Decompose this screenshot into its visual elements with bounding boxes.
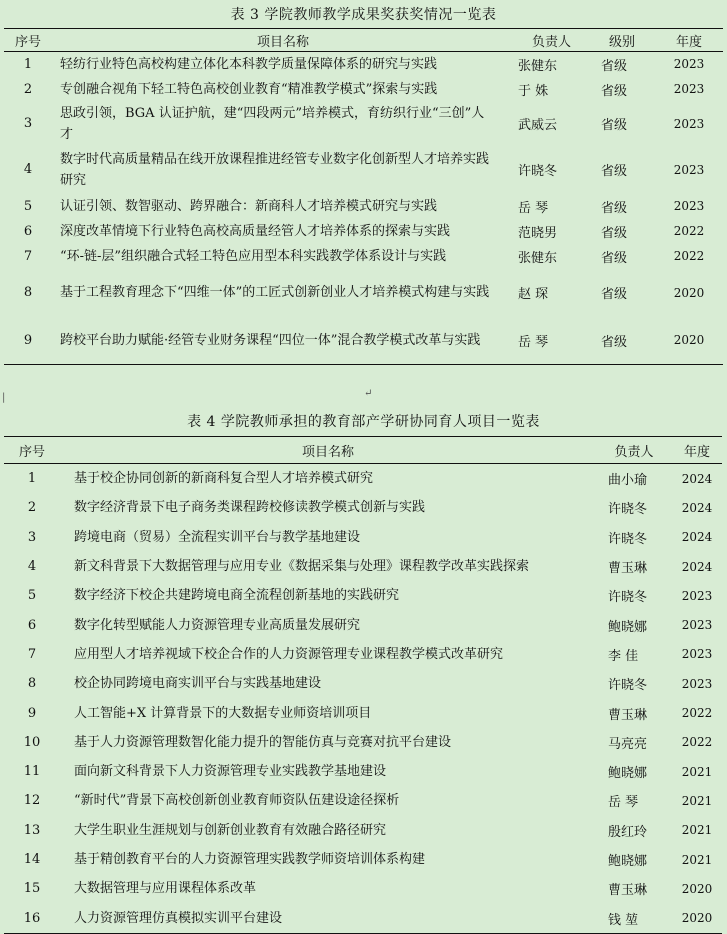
row-name: “新时代”背景下高校创新创业教育师资队伍建设途径探析 — [74, 793, 400, 809]
table4-caption: 表 4 学院教师承担的教育部产学研协同育人项目一览表 — [187, 414, 540, 430]
row-year: 2023 — [681, 676, 713, 691]
row-year: 2022 — [681, 706, 713, 721]
row-year: 2021 — [681, 823, 713, 838]
table-row — [4, 874, 722, 903]
table-row — [4, 269, 723, 317]
table-row — [4, 493, 722, 522]
row-level: 省级 — [601, 200, 628, 216]
row-no: 8 — [23, 285, 33, 300]
row-no: 1 — [23, 56, 33, 72]
paragraph-mark: ↵ — [364, 388, 373, 399]
table-row — [4, 728, 722, 757]
row-name: 人工智能+X 计算背景下的大数据专业师资培训项目 — [74, 705, 372, 721]
row-no: 5 — [23, 198, 33, 214]
row-no: 9 — [4, 317, 52, 365]
row-year: 2023 — [673, 199, 705, 213]
row-lead: 范晓男 — [518, 225, 558, 241]
row-lead: 钱 堃 — [596, 903, 672, 933]
row-name: 轻纺行业特色高校构建立体化本科教学质量保障体系的研究与实践 — [60, 56, 438, 72]
table-row — [4, 523, 722, 552]
paragraph-mark: | — [2, 392, 6, 403]
row-name: 人力资源管理仿真模拟实训平台建设 — [60, 903, 596, 933]
row-name: 基于校企协同创新的新商科复合型人才培养模式研究 — [74, 471, 374, 487]
row-year: 2023 — [673, 162, 705, 177]
table-row — [4, 52, 723, 77]
row-no: 9 — [27, 705, 37, 721]
table-row — [4, 77, 723, 102]
row-level: 省级 — [601, 118, 628, 133]
row-no: 8 — [27, 676, 37, 692]
award-table-section — [0, 4, 727, 365]
row-no: 7 — [27, 646, 37, 662]
row-no: 2 — [27, 500, 37, 516]
row-no: 11 — [23, 764, 41, 780]
row-level: 省级 — [601, 250, 628, 266]
row-lead: 许晓冬 — [608, 590, 648, 606]
row-year: 2020 — [673, 285, 705, 300]
row-level: 省级 — [601, 164, 628, 179]
row-lead: 李 佳 — [608, 648, 639, 664]
table-row — [4, 317, 723, 365]
row-no: 12 — [23, 793, 41, 809]
row-no: 2 — [23, 81, 33, 97]
row-name: 数字时代高质量精品在线开放课程推进经管专业数字化创新型人才培养实践研究 — [60, 151, 490, 188]
row-lead: 岳 琴 — [514, 317, 589, 365]
row-no: 4 — [27, 559, 37, 575]
header-lead: 负责人 — [596, 437, 672, 464]
row-level: 省级 — [589, 317, 655, 365]
row-lead: 鲍晓娜 — [608, 766, 648, 782]
table-row — [4, 219, 723, 244]
table-row — [4, 816, 722, 845]
row-name: 基于工程教育理念下“四维一体”的工匠式创新创业人才培养模式构建与实践 — [60, 285, 490, 300]
row-year: 2021 — [681, 852, 713, 867]
row-no: 16 — [4, 903, 60, 933]
row-lead: 许晓冬 — [608, 678, 648, 694]
table-row — [4, 786, 722, 815]
row-name: 大学生职业生涯规划与创新创业教育有效融合路径研究 — [74, 822, 387, 838]
row-year: 2024 — [681, 559, 713, 574]
row-year: 2022 — [673, 224, 705, 238]
row-no: 10 — [23, 734, 41, 750]
row-name: 思政引领，BGA 认证护航，建“四段两元”培养模式，育纺织行业“三创”人才 — [60, 105, 485, 142]
row-year: 2022 — [681, 735, 713, 750]
row-year: 2020 — [681, 881, 713, 896]
row-name: 数字化转型赋能人力资源管理专业高质量发展研究 — [74, 617, 361, 633]
row-name: 跨校平台助力赋能·经管专业财务课程“四位一体”混合教学模式改革与实践 — [52, 317, 514, 365]
row-no: 3 — [23, 116, 33, 131]
row-no: 3 — [27, 529, 37, 545]
header-level: 级别 — [589, 29, 655, 52]
row-year: 2023 — [673, 57, 705, 72]
row-lead: 于 姝 — [518, 83, 549, 99]
table-row — [4, 581, 722, 610]
row-name: 大数据管理与应用课程体系改革 — [74, 881, 257, 897]
row-no: 1 — [27, 471, 37, 487]
row-level: 省级 — [601, 83, 628, 99]
row-name: 基于精创教育平台的人力资源管理实践教学师资培训体系构建 — [74, 852, 426, 867]
row-year: 2021 — [681, 764, 713, 779]
row-year: 2024 — [681, 471, 713, 486]
row-lead: 许晓冬 — [608, 531, 648, 547]
row-name: 应用型人才培养视域下校企合作的人力资源管理专业课程教学模式改革研究 — [74, 646, 504, 662]
row-no: 6 — [23, 223, 33, 239]
header-year: 年度 — [655, 29, 723, 52]
row-lead: 赵 琛 — [518, 287, 549, 302]
table-row — [4, 194, 723, 219]
row-name: 校企协同跨境电商实训平台与实践基地建设 — [74, 676, 322, 692]
row-no: 6 — [27, 617, 37, 633]
row-name: “环-链-层”组织融合式轻工特色应用型本科实践教学体系设计与实践 — [60, 248, 447, 264]
row-lead: 岳 琴 — [608, 795, 639, 811]
row-name: 数字经济背景下电子商务类课程跨校修读教学模式创新与实践 — [74, 500, 426, 516]
project-table-section — [0, 408, 727, 934]
table-row — [4, 669, 722, 698]
row-no: 7 — [23, 248, 33, 264]
row-year: 2023 — [681, 618, 713, 633]
header-lead: 负责人 — [514, 29, 589, 52]
row-year: 2021 — [681, 793, 713, 808]
row-name: 跨境电商（贸易）全流程实训平台与教学基地建设 — [74, 529, 361, 545]
row-name: 新文科背景下大数据管理与应用专业《数据采集与处理》课程教学改革实践探索 — [74, 559, 530, 575]
row-year: 2023 — [673, 82, 705, 96]
row-lead: 张健东 — [518, 58, 558, 74]
header-name: 项目名称 — [52, 29, 514, 52]
table-row — [4, 610, 722, 639]
table3-header-row — [4, 29, 723, 52]
row-name: 认证引领、数智驱动、跨界融合：新商科人才培养模式研究与实践 — [60, 198, 438, 214]
table-row — [4, 552, 722, 581]
row-no: 15 — [23, 881, 41, 897]
table-row — [4, 464, 722, 494]
table3-caption: 表 3 学院教师教学成果奖获奖情况一览表 — [230, 7, 497, 23]
table-row — [4, 102, 723, 146]
project-table — [4, 436, 722, 934]
header-no: 序号 — [4, 29, 52, 52]
row-lead: 许晓冬 — [518, 164, 558, 179]
row-name: 数字经济下校企共建跨境电商全流程创新基地的实践研究 — [74, 588, 400, 604]
row-level: 省级 — [601, 287, 628, 302]
row-year: 2020 — [672, 903, 722, 933]
row-year: 2024 — [681, 530, 713, 545]
row-lead: 曹玉琳 — [608, 707, 648, 723]
row-lead: 武威云 — [518, 118, 558, 133]
table-row — [4, 146, 723, 194]
row-lead: 鲍晓娜 — [608, 619, 648, 635]
row-name: 面向新文科背景下人力资源管理专业实践教学基地建设 — [74, 764, 387, 780]
row-lead: 曹玉琳 — [608, 883, 648, 899]
row-name: 基于人力资源管理数智化能力提升的智能仿真与竞赛对抗平台建设 — [74, 734, 452, 750]
table-row — [4, 757, 722, 786]
row-lead: 张健东 — [518, 250, 558, 266]
row-name: 深度改革情境下行业特色高校高质量经管人才培养体系的探索与实践 — [60, 223, 451, 239]
row-name: 专创融合视角下轻工特色高校创业教育“精准教学模式”探索与实践 — [60, 81, 438, 97]
row-lead: 许晓冬 — [608, 502, 648, 518]
row-year: 2020 — [655, 317, 723, 365]
row-no: 5 — [27, 588, 37, 604]
row-year: 2024 — [681, 500, 713, 515]
row-lead: 曲小瑜 — [608, 473, 648, 489]
table-row — [4, 845, 722, 874]
row-year: 2022 — [673, 249, 705, 263]
row-year: 2023 — [673, 116, 705, 131]
award-table — [4, 28, 723, 365]
row-year: 2023 — [681, 588, 713, 603]
header-year: 年度 — [672, 437, 722, 464]
table-row — [4, 244, 723, 269]
table-row — [4, 640, 722, 669]
row-no: 13 — [23, 822, 41, 838]
row-year: 2023 — [681, 647, 713, 662]
row-no: 4 — [23, 162, 33, 177]
row-level: 省级 — [601, 58, 628, 74]
row-lead: 鲍晓娜 — [608, 854, 648, 869]
row-lead: 殷红玲 — [608, 824, 648, 840]
row-no: 14 — [23, 852, 41, 867]
row-lead: 马亮亮 — [608, 736, 648, 752]
header-no: 序号 — [4, 437, 60, 464]
header-name: 项目名称 — [60, 437, 596, 464]
table4-header-row — [4, 437, 722, 464]
row-level: 省级 — [601, 225, 628, 241]
row-lead: 岳 琴 — [518, 200, 549, 216]
table-row — [4, 698, 722, 727]
row-lead: 曹玉琳 — [608, 561, 648, 577]
